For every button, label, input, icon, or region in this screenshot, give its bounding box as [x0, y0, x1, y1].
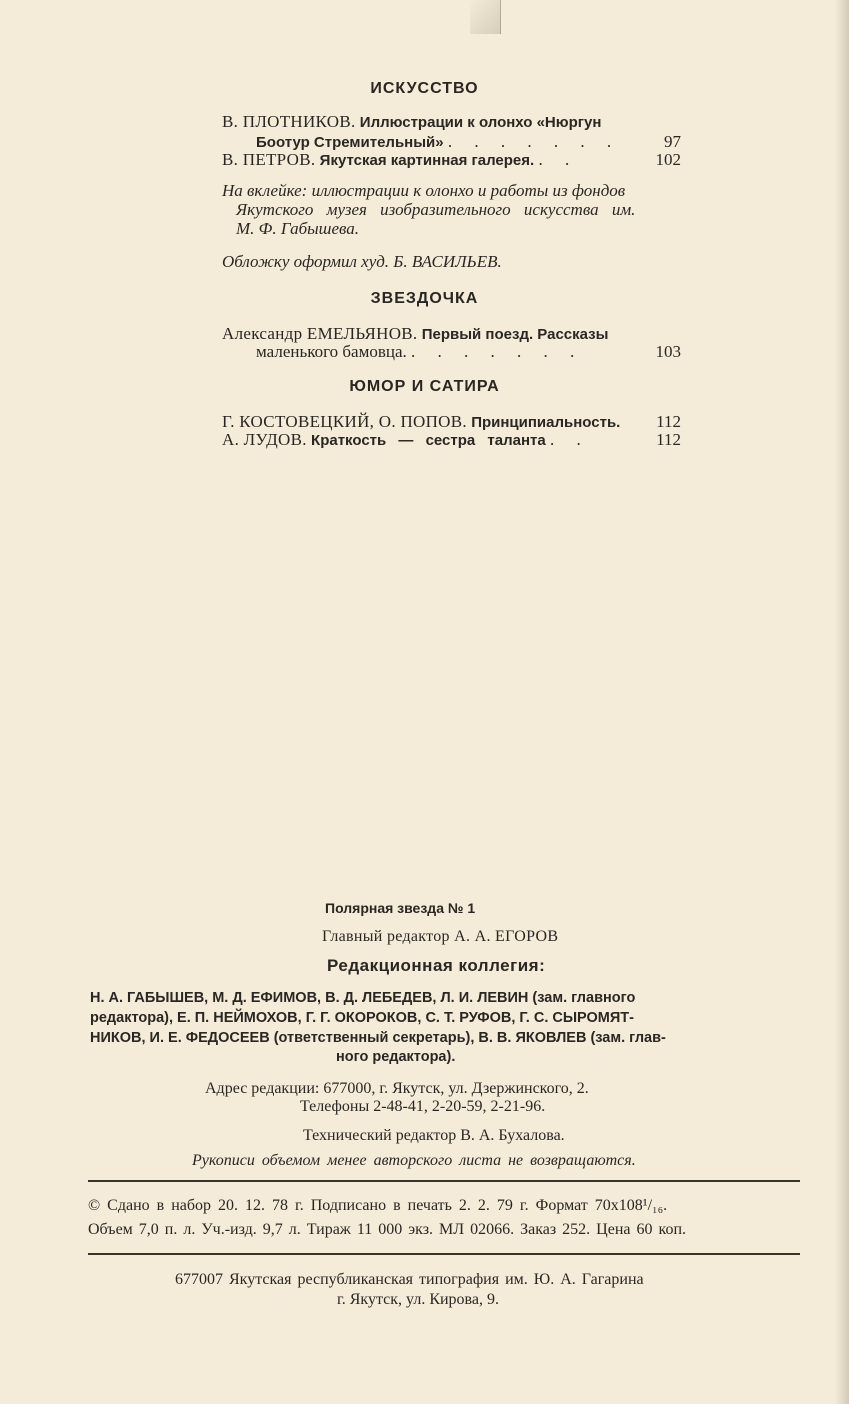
entry-title: Принципиальность.	[471, 414, 621, 431]
chief-editor: Главный редактор А. А. ЕГОРОВ	[322, 928, 559, 945]
page-edge-shadow	[835, 0, 849, 1404]
divider-rule-bottom	[88, 1253, 800, 1255]
entry-title: Первый поезд. Рассказы	[421, 326, 609, 343]
entry-title-cont: Боотур Стремительный»	[256, 134, 444, 151]
entry-page-number: 97	[664, 132, 681, 151]
entry-leader-dots: . . . . . . .	[447, 132, 621, 151]
section-heading-art: ИСКУССТВО	[370, 80, 479, 97]
entry-page-number: 103	[655, 342, 681, 361]
toc-entry-ludov	[222, 430, 590, 451]
insert-note-line1: На вклейке: иллюстрации к олонхо и работы из фондов	[222, 181, 626, 200]
technical-editor: Технический редактор В. А. Бухалова.	[303, 1127, 565, 1144]
entry-leader-dots: . .	[538, 150, 579, 169]
insert-note-line2: Якутского музея изобразительного искусства им.	[236, 200, 636, 219]
entry-title: Краткость — сестра таланта	[311, 432, 546, 449]
entry-title-cont: маленького бамовца.	[256, 342, 407, 361]
entry-title: Иллюстрации к олонхо «Нюргун	[359, 114, 602, 131]
toc-entry-petrov	[222, 150, 578, 171]
insert-note-line3: М. Ф. Габышева.	[236, 219, 360, 238]
entry-title: Якутская картинная галерея.	[319, 152, 535, 169]
board-line-2: редактора), Е. П. НЕЙМОХОВ, Г. Г. ОКОРОКОВ, С. Т. РУФОВ, Г. С. СЫРОМЯТ-	[90, 1010, 634, 1026]
page-corner-mark	[470, 0, 501, 34]
printer-line2: г. Якутск, ул. Кирова, 9.	[337, 1291, 499, 1308]
journal-issue: Полярная звезда № 1	[325, 900, 476, 916]
board-line-4: ного редактора).	[336, 1049, 456, 1065]
entry-author: А. ЛУДОВ.	[222, 430, 307, 449]
entry-leader-dots: . .	[549, 430, 590, 449]
editorial-address: Адрес редакции: 677000, г. Якутск, ул. Дзержинского, 2.	[205, 1080, 589, 1097]
entry-page-number: 112	[656, 412, 681, 431]
entry-leader-dots: . . . . . . .	[411, 342, 584, 361]
entry-page-number: 112	[656, 430, 681, 449]
entry-author: Александр ЕМЕЛЬЯНОВ.	[222, 324, 418, 343]
toc-entry-plotnikov	[222, 112, 682, 133]
board-heading: Редакционная коллегия:	[327, 956, 546, 975]
print-details-line2: Объем 7,0 п. л. Уч.-изд. 9,7 л. Тираж 11 000 экз. МЛ 02066. Заказ 252. Цена 60 коп.	[88, 1221, 687, 1238]
entry-author: Г. КОСТОВЕЦКИЙ, О. ПОПОВ.	[222, 412, 467, 431]
board-line-1: Н. А. ГАБЫШЕВ, М. Д. ЕФИМОВ, В. Д. ЛЕБЕДЕВ, Л. И. ЛЕВИН (зам. главного	[90, 990, 636, 1006]
editorial-phones: Телефоны 2-48-41, 2-20-59, 2-21-96.	[300, 1098, 546, 1115]
manuscripts-note: Рукописи объемом менее авторского листа не возвращаются.	[192, 1152, 636, 1169]
divider-rule-top	[88, 1180, 800, 1182]
printer-line1: 677007 Якутская республиканская типография им. Ю. А. Гагарина	[175, 1271, 644, 1288]
print-details-line1: © Сдано в набор 20. 12. 78 г. Подписано в печать 2. 2. 79 г. Формат 70х108¹/₁₆.	[88, 1197, 668, 1214]
cover-credit: Обложку оформил худ. Б. ВАСИЛЬЕВ.	[222, 252, 502, 271]
toc-entry-emelyanov-cont	[256, 342, 583, 362]
entry-author: В. ПЕТРОВ.	[222, 150, 316, 169]
board-line-3: НИКОВ, И. Е. ФЕДОСЕЕВ (ответственный секретарь), В. В. ЯКОВЛЕВ (зам. глав-	[90, 1030, 666, 1046]
entry-page-number: 102	[655, 150, 681, 169]
section-heading-humor: ЮМОР И САТИРА	[349, 378, 500, 395]
section-heading-star: ЗВЕЗДОЧКА	[370, 290, 479, 307]
entry-author: В. ПЛОТНИКОВ.	[222, 112, 356, 131]
